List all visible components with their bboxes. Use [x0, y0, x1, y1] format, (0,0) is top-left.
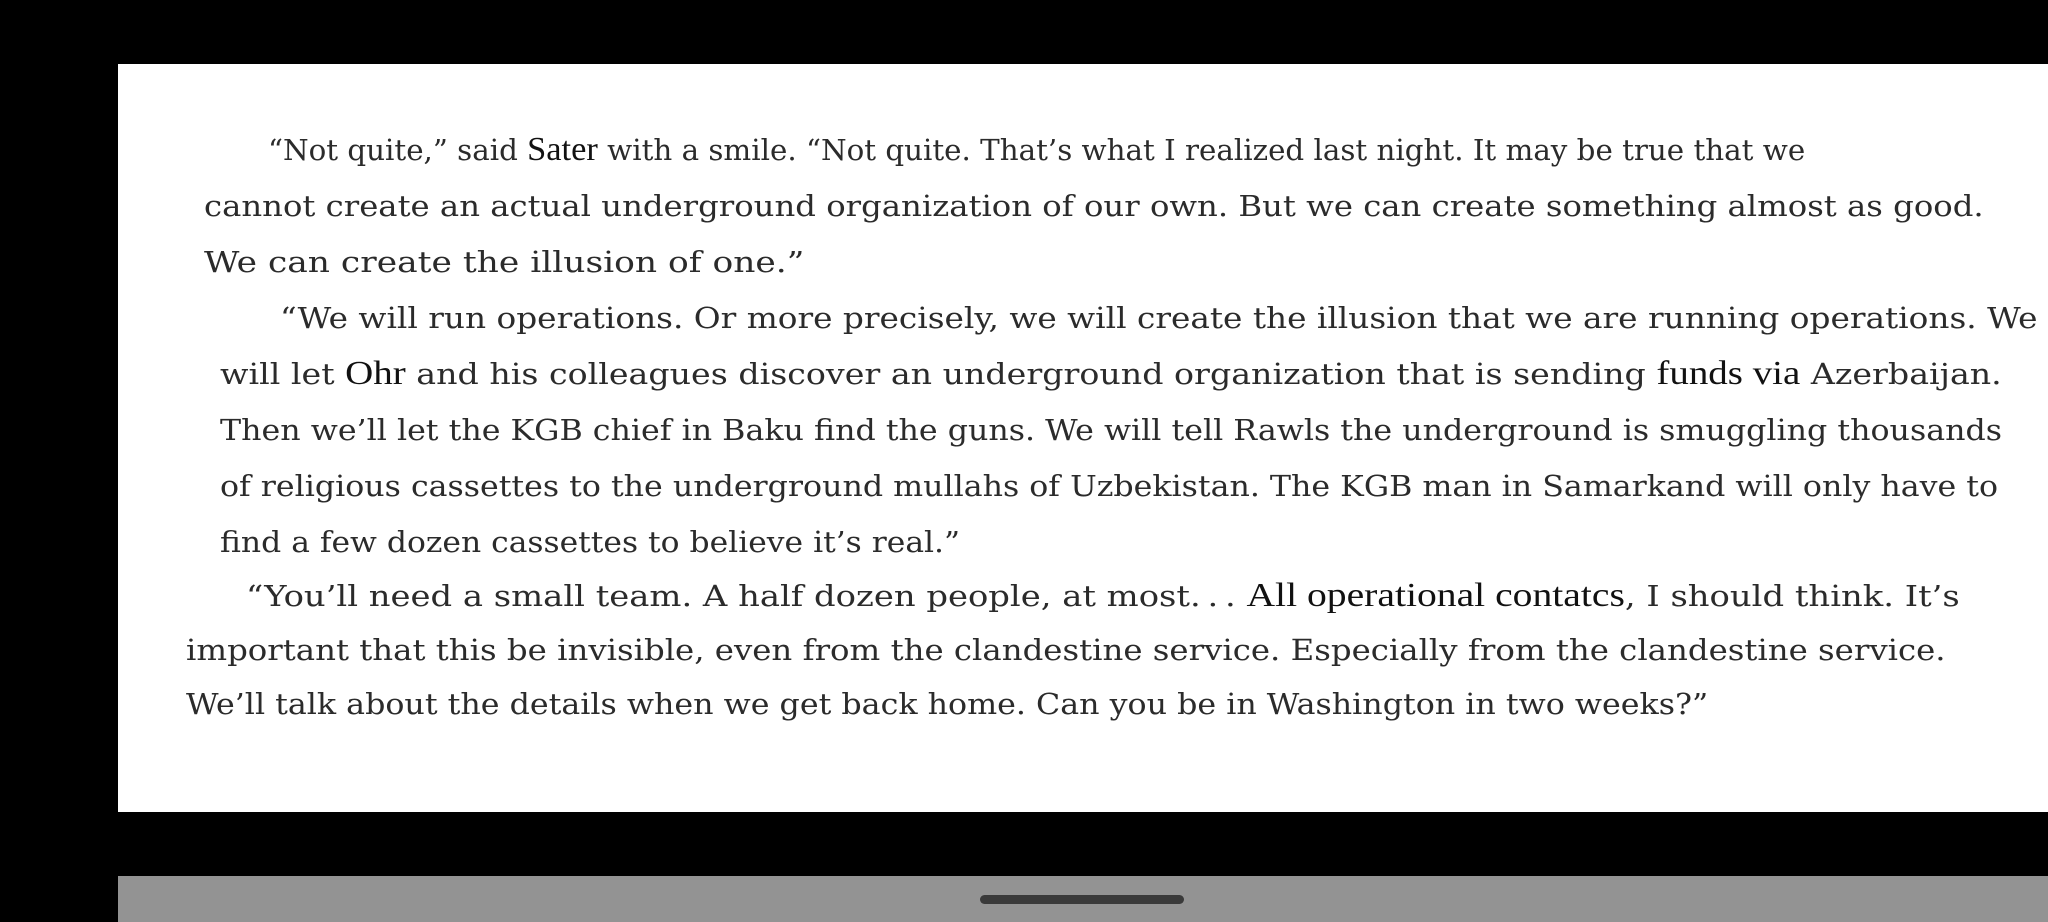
text-segment: “Not quite,” said: [268, 133, 528, 167]
text-line: [220, 354, 2002, 394]
inserted-text: All operational contatcs: [1246, 577, 1625, 614]
text-segment: Azerbaijan.: [1800, 357, 2002, 391]
text-segment: , I should think. It’s: [1624, 579, 1960, 613]
text-segment: will let: [220, 357, 346, 391]
text-line: Then we’ll let the KGB chief in Baku find the guns. We will tell Rawls the underground is smuggling thousands: [220, 413, 2002, 447]
text-line: important that this be invisible, even from the clandestine service. Especially from the clandestine service.: [186, 633, 1946, 667]
text-line: cannot create an actual underground organization of our own. But we can create something almost as good.: [204, 189, 1984, 223]
text-line: of religious cassettes to the underground mullahs of Uzbekistan. The KGB man in Samarkand will only have to: [220, 469, 1999, 503]
inserted-text: funds via: [1656, 355, 1801, 392]
text-line: We’ll talk about the details when we get back home. Can you be in Washington in two weeks?”: [186, 687, 1709, 721]
inserted-text: Ohr: [345, 355, 406, 392]
text-segment: and his colleagues discover an underground organization that is sending: [405, 357, 1657, 391]
inserted-text: Sater: [527, 131, 598, 168]
text-line: We can create the illusion of one.”: [204, 245, 805, 279]
text-segment: with a smile. “Not quite. That’s what I realized last night. It may be true that we: [597, 133, 1806, 167]
home-indicator[interactable]: [980, 895, 1184, 904]
text-line: find a few dozen cassettes to believe it’s real.”: [220, 525, 961, 559]
text-line: [268, 130, 1926, 170]
text-line: [246, 576, 1960, 616]
text-segment: “You’ll need a small team. A half dozen people, at most. . .: [246, 579, 1247, 613]
text-line: “We will run operations. Or more precisely, we will create the illusion that we are running operations. We: [280, 301, 2038, 335]
document-page: [118, 64, 2048, 812]
